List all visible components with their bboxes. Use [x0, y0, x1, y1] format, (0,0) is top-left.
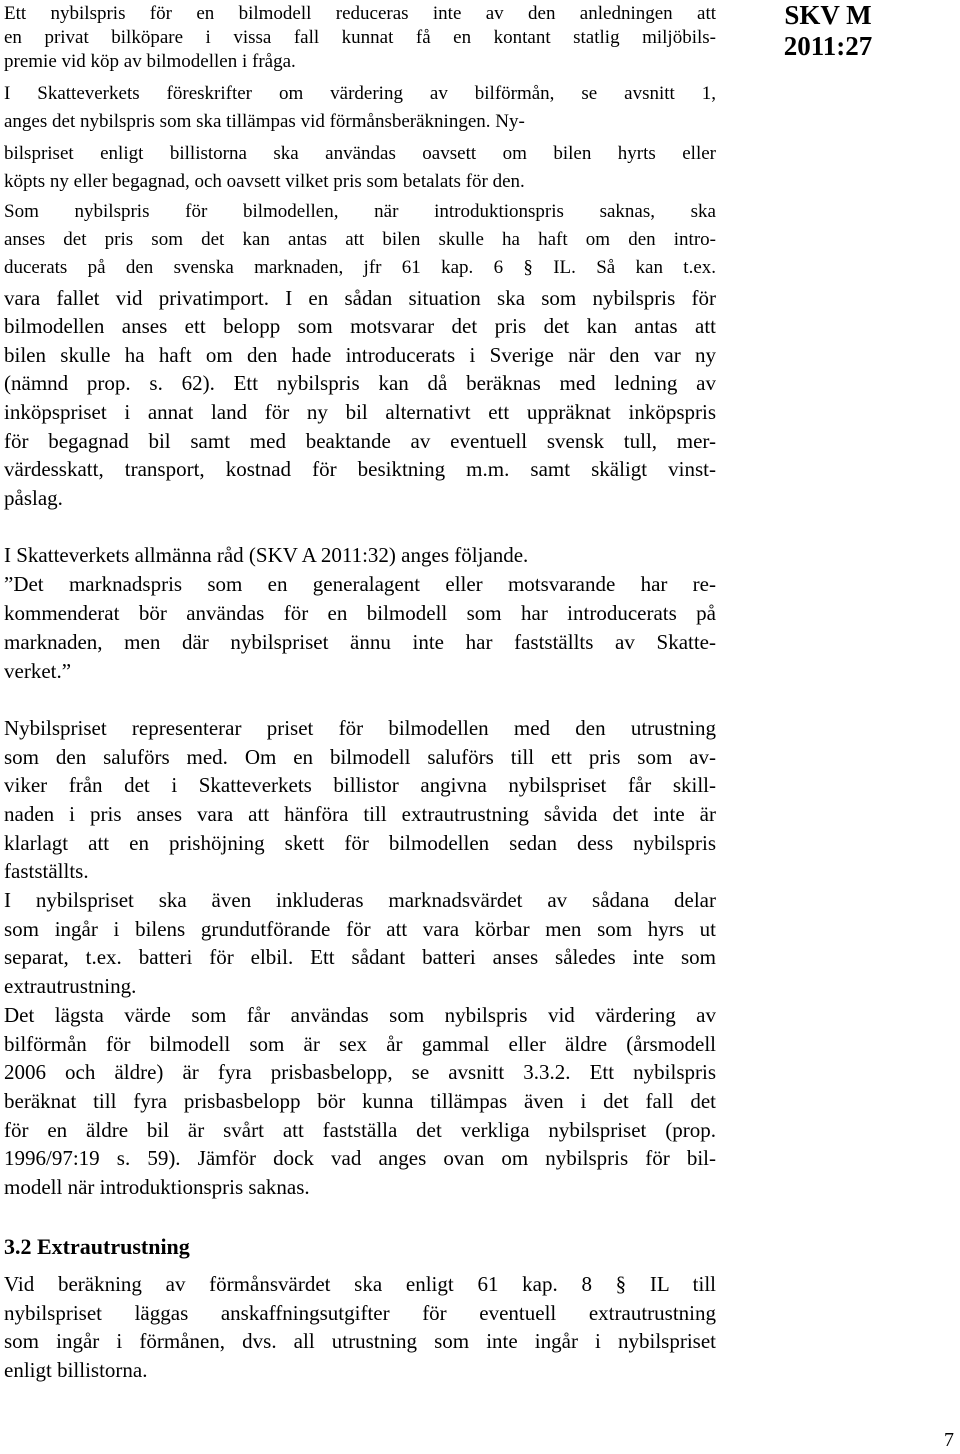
- text-line: I Skatteverkets allmänna råd (SKV A 2011:32) anges följande.: [4, 543, 529, 567]
- text-line: för begagnad bil samt med beaktande av eventuell svensk tull, mer-: [4, 429, 716, 453]
- text-line: värdesskatt, transport, kostnad för besiktning m.m. samt skäligt vinst-: [4, 457, 716, 481]
- document-header: [768, 0, 888, 62]
- text-line: marknaden, men där nybilspriset ännu inte har fastställts av Skatte-: [4, 630, 716, 654]
- text-line: modell när introduktionspris saknas.: [4, 1175, 310, 1199]
- text-line: vara fallet vid privatimport. I en sådan situation ska som nybilspris för: [4, 286, 716, 310]
- text-line: bilförmån för bilmodell som är sex år gammal eller äldre (årsmodell: [4, 1032, 716, 1056]
- text-line: klarlagt att en prishöjning skett för bilmodellen sedan dess nybilspris: [4, 831, 716, 855]
- text-line: som den saluförs med. Om en bilmodell saluförs till ett pris som av-: [4, 745, 716, 769]
- text-line: Ett nybilspris för en bilmodell reduceras inte av den anledningen att: [4, 3, 716, 24]
- text-line: 1996/97:19 s. 59). Jämför dock vad anges ovan om nybilspris för bil-: [4, 1146, 716, 1170]
- text-line: nybilspriset läggas anskaffningsutgifter för eventuell extrautrustning: [4, 1301, 716, 1325]
- text-line: bilmodellen anses ett belopp som motsvarar det pris det kan antas att: [4, 314, 716, 338]
- text-line: verket.”: [4, 659, 72, 683]
- text-line: bilspriset enligt billistorna ska användas oavsett om bilen hyrts eller: [4, 143, 716, 164]
- text-line: ”Det marknadspris som en generalagent eller motsvarande har re-: [4, 572, 716, 596]
- text-line: fastställts.: [4, 859, 89, 883]
- text-line: en privat bilköpare i vissa fall kunnat få en kontant statlig miljöbils-: [4, 27, 716, 48]
- text-line: inköpspriset i annat land för ny bil alternativt ett uppräknat inköpspris: [4, 400, 716, 424]
- text-line: kommenderat bör användas för en bilmodell som har introducerats på: [4, 601, 716, 625]
- text-line: för en äldre bil är svårt att fastställa det verkliga nybilspriset (prop.: [4, 1118, 716, 1142]
- text-line: enligt billistorna.: [4, 1358, 148, 1382]
- text-line: som ingår i förmånen, dvs. all utrustning som inte ingår i nybilspriset: [4, 1329, 716, 1353]
- text-line: beräknat till fyra prisbasbelopp bör kunna tillämpas även i det fall det: [4, 1089, 716, 1113]
- text-line: påslag.: [4, 486, 63, 510]
- document-number: 2011:27: [783, 31, 873, 61]
- text-line: Som nybilspris för bilmodellen, när introduktionspris saknas, ska: [4, 201, 716, 222]
- text-line: (nämnd prop. s. 62). Ett nybilspris kan då beräknas med ledning av: [4, 371, 716, 395]
- text-line: viker från det i Skatteverkets billistor angivna nybilspriset får skill-: [4, 773, 716, 797]
- text-line: I nybilspriset ska även inkluderas marknadsvärdet av sådana delar: [4, 888, 716, 912]
- series-label: SKV M: [784, 0, 872, 30]
- text-line: I Skatteverkets föreskrifter om värdering av bilförmån, se avsnitt 1,: [4, 83, 716, 104]
- text-line: ducerats på den svenska marknaden, jfr 61 kap. 6 § IL. Så kan t.ex.: [4, 257, 716, 278]
- text-line: anges det nybilspris som ska tillämpas vid förmånsberäkningen. Ny-: [4, 111, 525, 132]
- text-line: anses det pris som det kan antas att bilen skulle ha haft om den intro-: [4, 229, 716, 250]
- text-line: 2006 och äldre) är fyra prisbasbelopp, se avsnitt 3.3.2. Ett nybilspris: [4, 1060, 716, 1084]
- text-line: Nybilspriset representerar priset för bilmodellen med den utrustning: [4, 716, 716, 740]
- text-line: som ingår i bilens grundutförande för att vara körbar men som hyrs ut: [4, 917, 716, 941]
- text-line: Det lägsta värde som får användas som nybilspris vid värdering av: [4, 1003, 716, 1027]
- text-line: köpts ny eller begagnad, och oavsett vilket pris som betalats för den.: [4, 171, 525, 192]
- text-line: premie vid köp av bilmodellen i fråga.: [4, 51, 296, 72]
- section-heading: 3.2 Extrautrustning: [4, 1234, 190, 1259]
- text-line: bilen skulle ha haft om den hade introducerats i Sverige när den var ny: [4, 343, 716, 367]
- text-line: separat, t.ex. batteri för elbil. Ett sådant batteri anses således inte som: [4, 945, 716, 969]
- text-line: extrautrustning.: [4, 974, 137, 998]
- text-line: naden i pris anses vara att hänföra till extrautrustning såvida det inte är: [4, 802, 716, 826]
- page-number: 7: [944, 1429, 954, 1451]
- text-line: Vid beräkning av förmånsvärdet ska enligt 61 kap. 8 § IL till: [4, 1272, 716, 1296]
